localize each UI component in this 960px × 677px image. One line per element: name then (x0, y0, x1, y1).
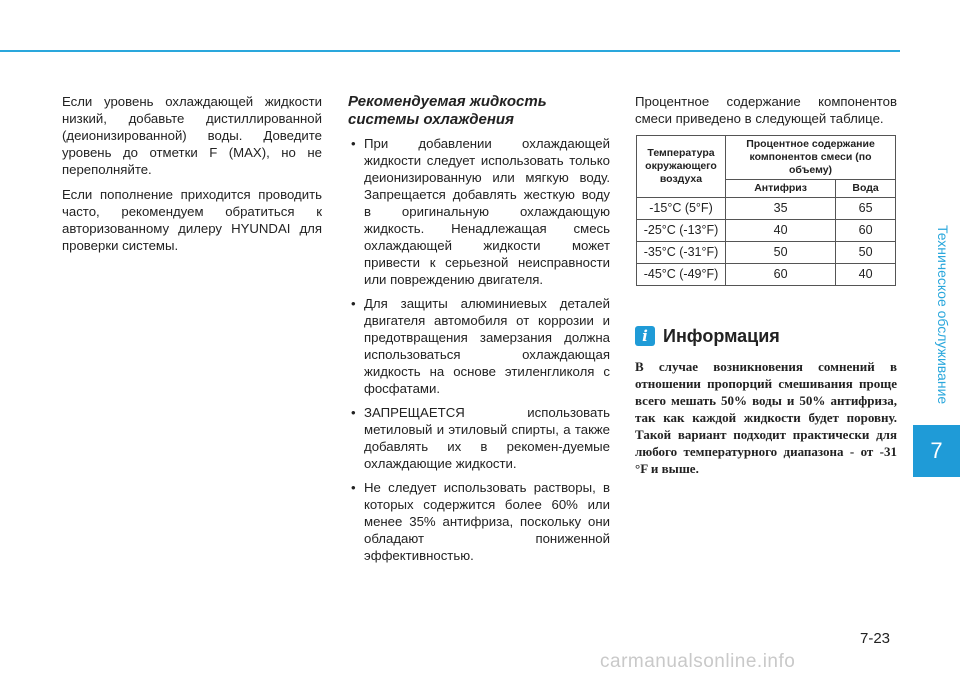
table-row (637, 198, 896, 220)
list-item (348, 135, 610, 288)
list-item-text: Не следует использовать растворы, в которых содержится более 60% или менее 35% антифриза, поскольку они обладают пониженной эффективностью. (364, 480, 610, 563)
cell-antifreeze: 35 (726, 198, 836, 220)
column-3 (635, 93, 897, 477)
cell-temperature: -45°C (-49°F) (637, 264, 726, 286)
list-item-text: При добавлении охлаждающей жидкости следует использовать только деионизированную или мягкую воду. Запрещается добавлять жесткую воду в оригинальную охлаждающую жидкость. Ненадлежащая смесь охлаждающей жидкости может привести к серьезной неисправности или повреждению двигателя. (364, 136, 610, 287)
cell-antifreeze: 40 (726, 220, 836, 242)
cell-temperature: -25°C (-13°F) (637, 220, 726, 242)
info-title: Информация (663, 325, 780, 346)
watermark: carmanualsonline.info (600, 651, 796, 672)
paragraph: Если уровень охлаждающей жидкости низкий, добавьте дистиллированной (деионизированной) воды. Доведите уровень до отметки F (MAX), но не переполняйте. (62, 94, 322, 177)
page-number: 7-23 (860, 630, 891, 647)
list-item-text: ЗАПРЕЩАЕТСЯ использовать метиловый и этиловый спирты, а также добавлять их в рекомен-дуемые охлаждающие жидкости. (364, 405, 610, 471)
cell-temperature: -15°C (5°F) (637, 198, 726, 220)
cell-water: 40 (836, 264, 896, 286)
info-header (635, 326, 897, 346)
cell-antifreeze: 50 (726, 242, 836, 264)
info-text: В случае возникновения сомнений в отношении пропорций смешивания проще всего мешать 50% воды и 50% антифриза, так как каждой жидкости будет поровну. Такой вариант подходит практически для любого температурного диапазона - от -31 °F и выше. (635, 359, 897, 476)
section-heading: Рекомендуемая жидкость системы охлаждения (348, 93, 547, 128)
header-rule (0, 50, 900, 52)
coolant-mix-table (636, 135, 896, 286)
header-water: Вода (836, 180, 896, 198)
chapter-number: 7 (913, 425, 960, 477)
paragraph: Если пополнение приходится проводить часто, рекомендуем обратиться к авторизованному дилеру HYUNDAI для проверки системы. (62, 187, 322, 253)
header-temperature: Температура окружающего воздуха (637, 136, 726, 198)
cell-water: 65 (836, 198, 896, 220)
cell-antifreeze: 60 (726, 264, 836, 286)
cell-water: 50 (836, 242, 896, 264)
column-1 (62, 93, 322, 262)
bullet-icon: • (351, 296, 356, 311)
table-row (637, 264, 896, 286)
table-row (637, 220, 896, 242)
bullet-icon: • (351, 136, 356, 151)
cell-water: 60 (836, 220, 896, 242)
section-title: Техническое обслуживание (935, 225, 951, 405)
list-item (348, 479, 610, 564)
cell-temperature: -35°C (-31°F) (637, 242, 726, 264)
table-row (637, 242, 896, 264)
header-antifreeze: Антифриз (726, 180, 836, 198)
list-item-text: Для защиты алюминиевых деталей двигателя автомобиля от коррозии и предотвращения замерзания должна использоваться охлаждающая жидкость на основе этиленгликоля с фосфатами. (364, 296, 610, 396)
bullet-icon: • (351, 480, 356, 495)
info-icon: i (635, 326, 655, 346)
column-2 (348, 93, 610, 571)
bullet-list (348, 135, 610, 564)
header-percent: Процентное содержание компонентов смеси (по объему) (726, 136, 896, 180)
list-item (348, 295, 610, 397)
bullet-icon: • (351, 405, 356, 420)
list-item (348, 404, 610, 472)
table-header-row (637, 136, 896, 180)
table-intro: Процентное содержание компонентов смеси приведено в следующей таблице. (635, 94, 897, 126)
